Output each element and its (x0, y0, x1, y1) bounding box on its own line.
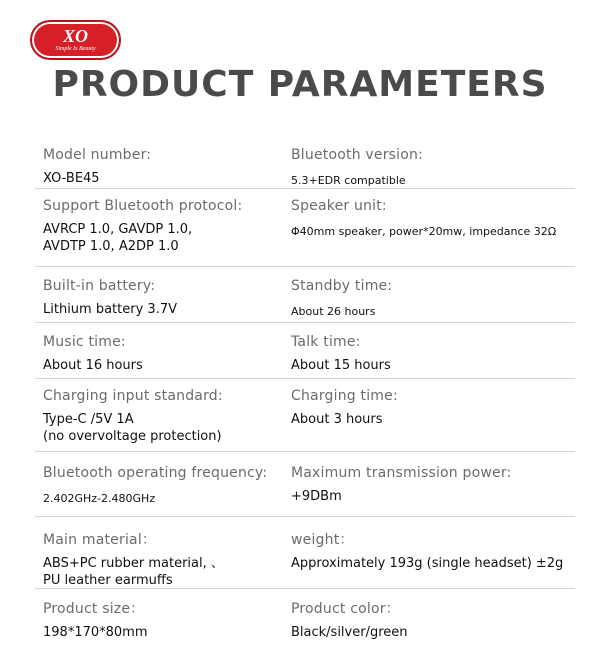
param-cell (291, 387, 539, 451)
param-row (35, 189, 575, 267)
param-label: Main material： (43, 532, 157, 548)
param-row (35, 517, 575, 589)
param-label: Bluetooth operating frequency: (43, 465, 268, 481)
page-title: PRODUCT PARAMETERS (52, 64, 548, 105)
param-value: Lithium battery 3.7V (43, 302, 177, 317)
param-value: 2.402GHz-2.480GHz (43, 492, 156, 505)
param-label: Speaker unit: (291, 198, 387, 214)
param-cell (43, 531, 291, 588)
param-value: About 26 hours (291, 305, 376, 318)
param-value: About 3 hours (291, 412, 383, 427)
param-value: +9DBm (291, 489, 342, 504)
param-value: About 15 hours (291, 358, 391, 373)
param-value: 5.3+EDR compatible (291, 174, 406, 187)
brand-logo (30, 20, 121, 60)
param-label: Standby time: (291, 278, 393, 294)
param-row (35, 379, 575, 452)
param-cell (291, 600, 539, 649)
param-row (35, 452, 575, 517)
param-value: ABS+PC rubber material, 、 PU leather earmuffs (43, 556, 224, 588)
param-value: Φ40mm speaker, power*20mw, impedance 32Ω (291, 225, 557, 238)
param-cell (291, 197, 557, 266)
param-label: Product size： (43, 601, 145, 617)
param-value: About 16 hours (43, 358, 143, 373)
param-row (35, 267, 575, 323)
param-row (35, 323, 575, 379)
param-value: Black/silver/green (291, 625, 408, 640)
param-label: Support Bluetooth protocol: (43, 198, 243, 214)
param-cell (291, 464, 539, 516)
param-value: AVRCP 1.0, GAVDP 1.0, AVDTP 1.0, A2DP 1.0 (43, 222, 193, 254)
brand-mark: XO (62, 26, 88, 46)
param-label: Model number: (43, 147, 152, 163)
param-cell (291, 531, 564, 588)
param-cell (43, 600, 291, 649)
param-label: Charging input standard: (43, 388, 223, 404)
param-cell (291, 277, 539, 322)
param-cell (43, 387, 291, 451)
param-cell (291, 333, 539, 378)
param-cell (43, 146, 291, 188)
param-label: Charging time: (291, 388, 398, 404)
param-label: Talk time: (291, 334, 361, 350)
param-label: Built-in battery: (43, 278, 156, 294)
param-label: Product color： (291, 601, 400, 617)
param-value: 198*170*80mm (43, 625, 148, 640)
param-label: Bluetooth version: (291, 147, 424, 163)
param-cell (43, 333, 291, 378)
param-value: Approximately 193g (single headset) ±2g (291, 556, 564, 571)
parameters-table (35, 134, 575, 649)
param-cell (43, 277, 291, 322)
param-label: weight： (291, 532, 354, 548)
brand-tagline: Simple Is Beauty (55, 46, 96, 52)
param-cell (291, 146, 539, 188)
param-value: Type-C /5V 1A (no overvoltage protection) (43, 412, 222, 444)
param-row (35, 589, 575, 649)
param-cell (43, 464, 291, 516)
param-label: Music time: (43, 334, 126, 350)
param-value: XO-BE45 (43, 171, 100, 186)
param-row (35, 134, 575, 189)
param-label: Maximum transmission power: (291, 465, 512, 481)
param-cell (43, 197, 291, 266)
